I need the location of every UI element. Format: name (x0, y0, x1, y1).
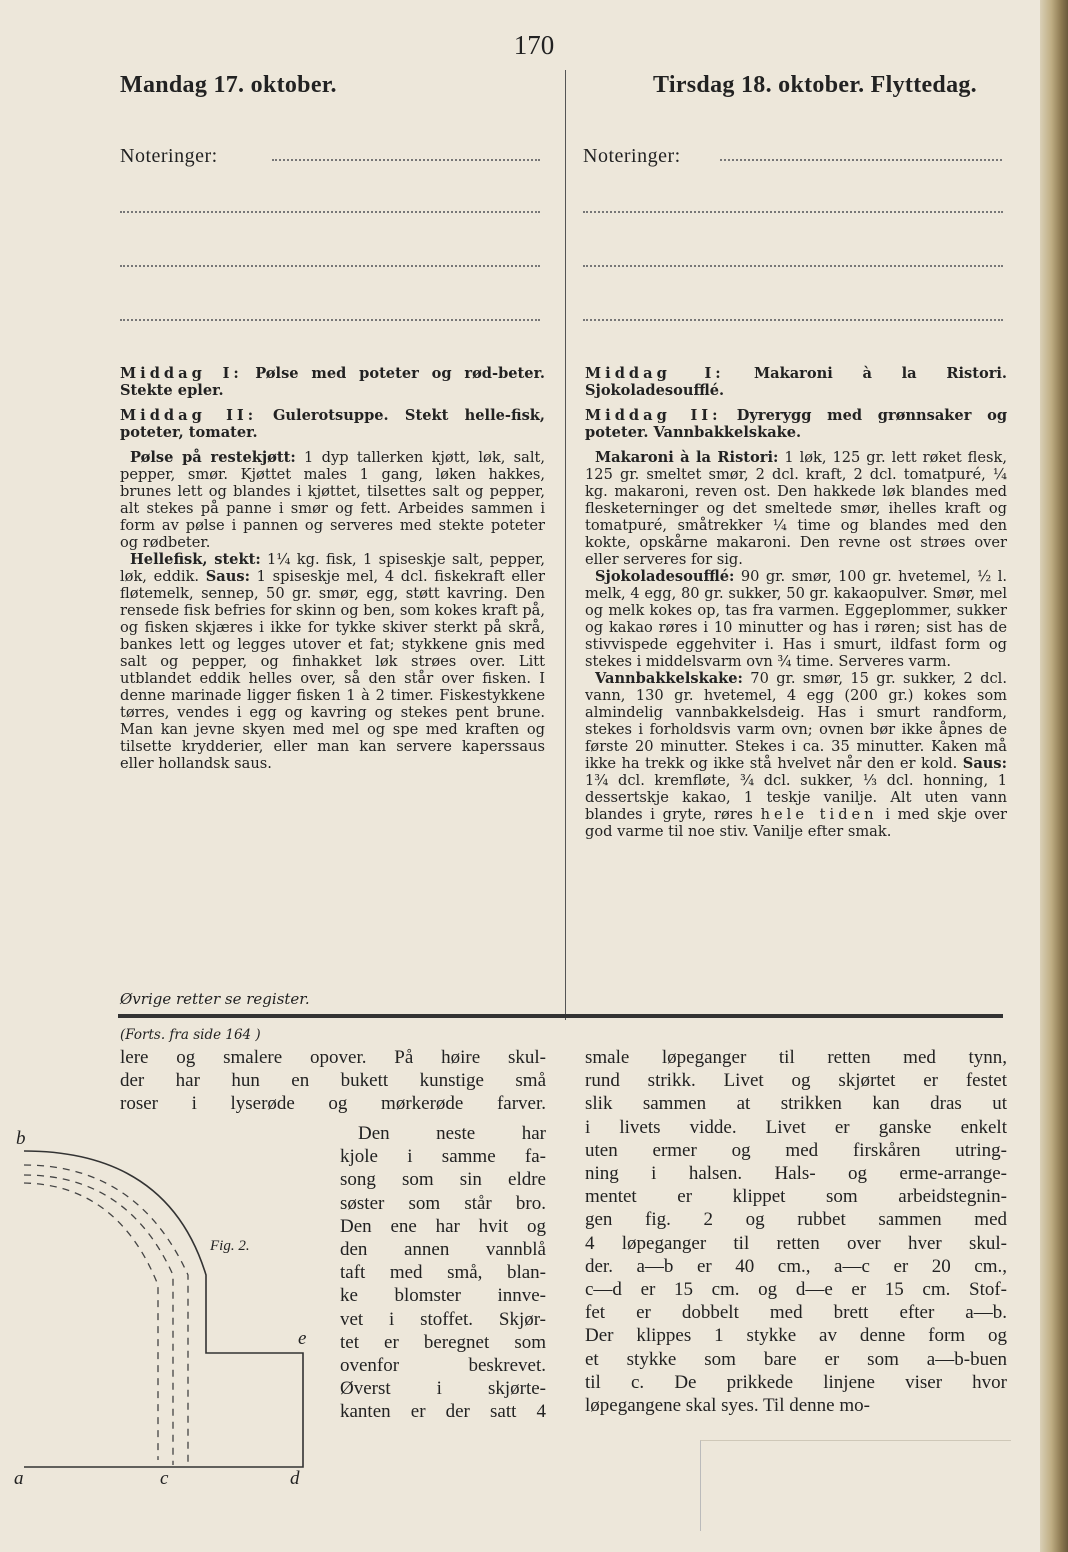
right-note-line (720, 159, 1002, 161)
text-line: uten ermer og med firskåren utring- (585, 1139, 1007, 1161)
left-note-line (120, 211, 540, 213)
text-line: tet er beregnet som (340, 1331, 546, 1353)
middag-1-label: Middag I: (120, 365, 243, 382)
point-label: e (298, 1328, 307, 1349)
text-line: den annen vannblå (340, 1239, 546, 1261)
figure-caption: Fig. 2. (210, 1238, 250, 1254)
recipe-text: 90 gr. smør, 100 gr. hvetemel, ½ l. melk, 4 egg, 80 gr. sukker, 50 gr. kakaopulver. Smør, mel og melk kokes op, tas fra varmen. Eggeplommer, sukker og kakao røres i 10 minutter og has i røren; sist has de stivvispede eggehviter i. Has i smurt, ildfast form og stekes i middelsvarm ovn ¾ time. Serveres varm. (585, 568, 1008, 670)
saus-text: 1¾ dcl. kremfløte, ¾ dcl. sukker, ⅓ dcl. honning, 1 dessertskje kakao, 1 teskje vanilje. Alt uten vann blandes i gryte, røres (585, 772, 1007, 823)
spaced-emphasis: hele tiden (760, 806, 878, 823)
right-note-line (583, 211, 1003, 213)
pattern-outline (24, 1151, 303, 1467)
column-divider (565, 70, 566, 1020)
section-divider (118, 1014, 1003, 1018)
left-note-line (120, 265, 540, 267)
saus-label: Saus: (205, 568, 250, 585)
text-line: i livets vidde. Livet er ganske enkelt (585, 1116, 1007, 1138)
seam-line (24, 1175, 173, 1465)
text-line: der har hun en bukett kunstige små (120, 1070, 546, 1092)
point-label: a (14, 1468, 24, 1489)
saus-text: 1 spiseskje mel, 4 dcl. fiskekraft eller fløtemelk, sennep, 50 gr. smør, egg, støtt kavring. Den rensede fisk befries for skinn og ben, som kokes kraft på, og fisken skjæres i ikke for tykke skiver sterkt på skrå, bankes lett og legges utover et fat; stykkene gnis med salt og pepper, og finhakket løk strøes over. Litt utblandet eddik helles over, så den står over fisken. I denne marinade ligger fisken 1 à 2 timer. Fiskestykkene tørres, vendes i egg og kavring og stekes pent brune. Man kan jevne skyen med mel og spe med kraften og tilsette krydderier, eller man kan servere kaperssaus eller hollandsk saus. (120, 568, 546, 772)
middag-2-text: Dyrerygg med grønnsaker og poteter. Vannbakkelskake. (585, 407, 1008, 441)
left-note-line (272, 159, 540, 161)
middag-2-label: Middag II: (585, 407, 722, 424)
middag-1-text: Makaroni à la Ristori. Sjokoladesoufflé. (585, 365, 1008, 399)
text-line: slik sammen at strikken kan dras ut (585, 1093, 1007, 1115)
middag-2-label: Middag II: (120, 407, 258, 424)
article-column-1-top (120, 1046, 546, 1116)
text-line: til c. De prikkede linjene viser hvor (585, 1371, 1007, 1393)
middag-1-text: Pølse med poteter og rød-beter. Stekte epler. (120, 365, 546, 399)
book-spine (1040, 0, 1068, 1552)
recipe-heading: Sjokoladesoufflé: (595, 568, 735, 585)
left-menu-column (120, 365, 545, 772)
text-line: 4 løpeganger til retten over hver skul- (585, 1232, 1007, 1254)
text-line: Den ene har hvit og (340, 1215, 546, 1237)
text-line: smale løpeganger til retten med tynn, (585, 1047, 1007, 1068)
left-note-line (120, 319, 540, 321)
right-notes-label: Noteringer: (583, 145, 681, 167)
text-line: Den neste har (358, 1123, 546, 1144)
text-line: ovenfor beskrevet. (340, 1355, 546, 1377)
text-line: kjole i samme fa- (340, 1146, 546, 1168)
article-column-1-narrow (340, 1122, 546, 1424)
recipe-text: 1 dyp tallerken kjøtt, løk, salt, pepper, smør. Kjøttet males 1 gang, løken hakkes, brunes lett og blandes i kjøttet, tilsettes salt og pepper, alt stekes på panne i smør og fett. Arbeides sammen i form av pølse i pannen og serveres med stekte poteter og rødbeter. (120, 449, 545, 551)
continued-from-note: (Forts. fra side 164 ) (120, 1027, 261, 1043)
saus-label: Saus: (962, 755, 1007, 772)
recipe-heading: Pølse på restekjøtt: (130, 449, 296, 466)
text-line: Øverst i skjørte- (340, 1378, 546, 1400)
recipe-heading: Hellefisk, stekt: (130, 551, 261, 568)
text-line: gen fig. 2 og rubbet sammen med (585, 1209, 1007, 1231)
text-line: lere og smalere opover. På høire skul- (120, 1047, 546, 1068)
text-line: kanten er der satt 4 (340, 1401, 546, 1423)
left-notes-label: Noteringer: (120, 145, 218, 167)
text-line: søster som står bro. (340, 1192, 546, 1214)
saus-text-end: i med skje over god varme til noe stiv. Vanilje efter smak. (585, 806, 1008, 840)
left-day-heading: Mandag 17. oktober. (120, 72, 337, 98)
recipe-heading: Vannbakkelskake: (595, 670, 743, 687)
seam-line (24, 1165, 188, 1465)
pattern-figure (18, 1125, 318, 1495)
text-line: ke blomster innve- (340, 1285, 546, 1307)
recipe-text: 1 løk, 125 gr. lett røket flesk, 125 gr. smeltet smør, 2 dcl. kraft, 2 dcl. tomatpuré, ¼ kg. makaroni, reven ost. Den hakkede løk blandes med flesketerninger og det smeltede smør, ihelles kraft og tomatpuré, småtrekker ¼ time og blandes med den kokte, opskårne makaroni. Den revne ost strøes over eller serveres for sig. (585, 449, 1008, 568)
seam-line (24, 1183, 158, 1460)
left-footer-note: Øvrige retter se register. (120, 990, 310, 1008)
paper-mark (700, 1440, 1011, 1531)
text-line: ning i halsen. Hals- og erme-arrange- (585, 1163, 1007, 1185)
point-label: c (160, 1468, 169, 1489)
text-line: vet i stoffet. Skjør- (340, 1308, 546, 1330)
right-note-line (583, 319, 1003, 321)
text-line: et stykke som bare er som a—b-buen (585, 1348, 1007, 1370)
text-line: rund strikk. Livet og skjørtet er festet (585, 1070, 1007, 1092)
recipe-text: 1¼ kg. fisk, 1 spiseskje salt, pepper, løk, eddik. (120, 551, 546, 585)
text-line: fet er dobbelt med brett efter a—b. (585, 1302, 1007, 1324)
text-line: mentet er klippet som arbeidstegnin- (585, 1186, 1007, 1208)
text-line: taft med små, blan- (340, 1262, 546, 1284)
point-label: d (290, 1468, 300, 1489)
right-menu-column (585, 365, 1007, 840)
recipe-text: 70 gr. smør, 15 gr. sukker, 2 dcl. vann, 130 gr. hvetemel, 4 egg (200 gr.) kokes som almindelig vannbakkelsdeig. Has i smurt randform, stekes i forholdsvis varm ovn; ovnen bør ikke åpnes de første 20 minutter. Stekes i ca. 35 minutter. Kaken må ikke ha trekk og ikke stå hvelvet når den er kold. (585, 670, 1007, 772)
page-number: 170 (513, 30, 555, 60)
right-day-heading: Tirsdag 18. oktober. Flyttedag. (653, 72, 977, 98)
right-note-line (583, 265, 1003, 267)
text-line: roser i lyserøde og mørkerøde farver. (120, 1093, 546, 1115)
text-line: løpegangene skal syes. Til denne mo- (585, 1395, 870, 1417)
middag-1-label: Middag I: (585, 365, 725, 382)
middag-2-text: Gulerotsuppe. Stekt helle-fisk, poteter, tomater. (120, 407, 545, 441)
article-column-2 (585, 1046, 1007, 1417)
text-line: Der klippes 1 stykke av denne form og (585, 1325, 1007, 1347)
recipe-heading: Makaroni à la Ristori: (595, 449, 779, 466)
point-label: b (16, 1128, 26, 1149)
text-line: song som sin eldre (340, 1169, 546, 1191)
text-line: c—d er 15 cm. og d—e er 15 cm. Stof- (585, 1279, 1007, 1301)
text-line: der. a—b er 40 cm., a—c er 20 cm., (585, 1255, 1007, 1277)
